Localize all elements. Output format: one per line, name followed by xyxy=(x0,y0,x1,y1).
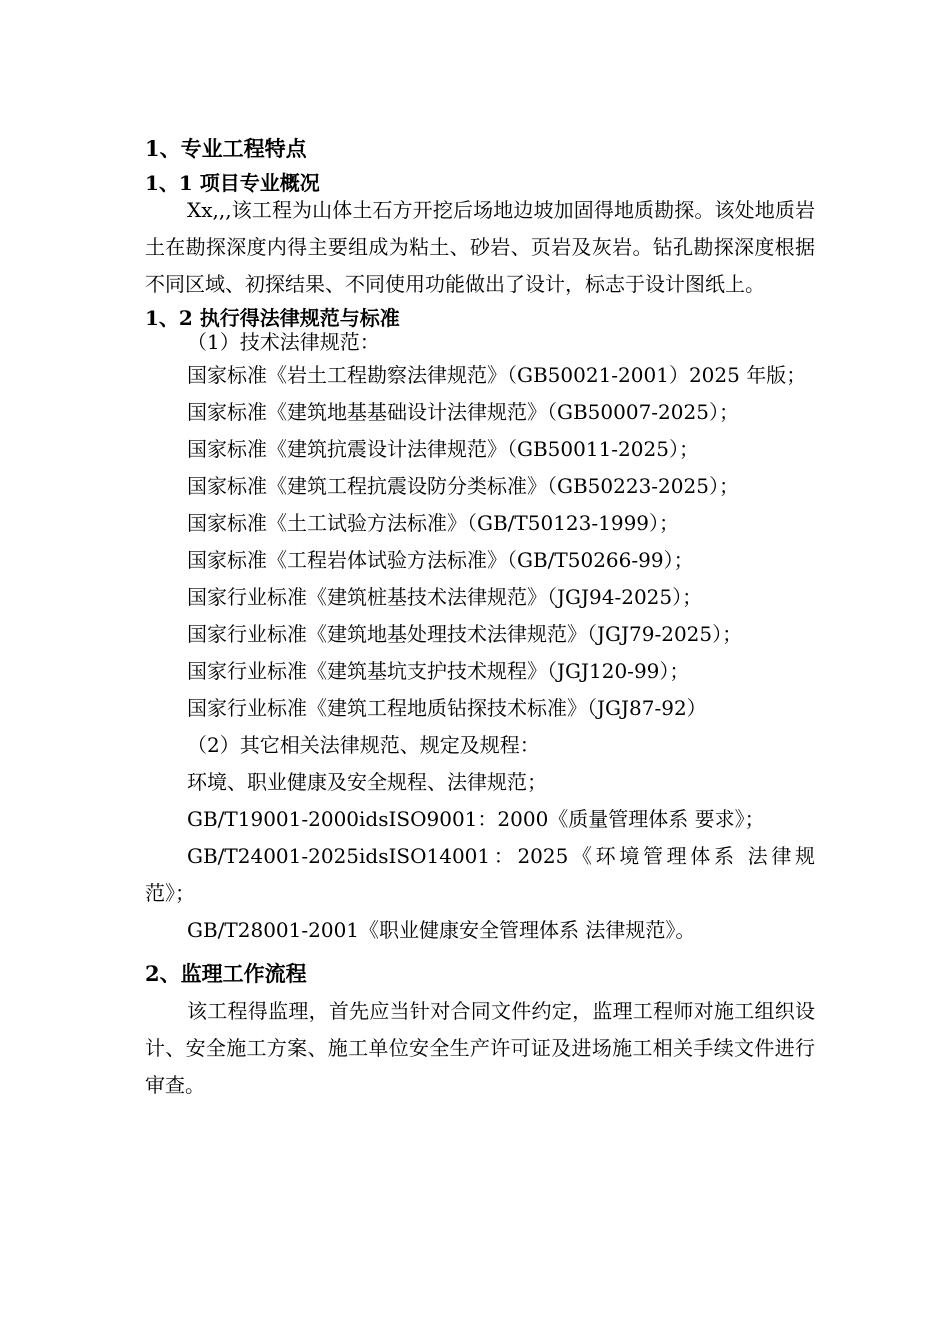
standard-item: 国家行业标准《建筑地基处理技术法律规范》（JGJ79-2025）； xyxy=(187,622,743,646)
standard-item: 国家标准《土工试验方法标准》（GB/T50123-1999）； xyxy=(187,511,680,535)
standard-item: 国家标准《工程岩体试验方法标准》（GB/T50266-99）； xyxy=(187,548,694,572)
section-1-2-heading: 1、2 执行得法律规范与标准 xyxy=(145,306,400,330)
standard-item: 国家标准《建筑地基基础设计法律规范》（GB50007-2025）； xyxy=(187,400,739,424)
other-standard-item: GB/T28001-2001《职业健康安全管理体系 法律规范》。 xyxy=(187,918,696,942)
standards-group-1-title: （1）技术法律规范： xyxy=(187,330,380,354)
section-1-heading: 1、专业工程特点 xyxy=(145,136,307,161)
standard-item: 国家标准《岩土工程勘察法律规范》（GB50021-2001）2025 年版； xyxy=(187,363,807,387)
section-2-paragraph: 该工程得监理，首先应当针对合同文件约定，监理工程师对施工组织设计、安全施工方案、施工单位安全生产许可证及进场施工相关手续文件进行审查。 xyxy=(145,999,815,1097)
other-standard-item: GB/T19001-2000idsISO9001：2000《质量管理体系 要求》； xyxy=(187,807,765,831)
other-standard-item: GB/T24001-2025idsISO14001：2025《环境管理体系 法律规范》； xyxy=(145,844,815,905)
standard-item: 国家行业标准《建筑桩基技术法律规范》（JGJ94-2025）； xyxy=(187,585,703,609)
standards-group-2-title: （2）其它相关法律规范、规定及规程： xyxy=(187,733,540,757)
standard-item: 国家标准《建筑工程抗震设防分类标准》（GB50223-2025）； xyxy=(187,474,739,498)
standard-item: 国家行业标准《建筑工程地质钻探技术标准》（JGJ87-92） xyxy=(187,696,707,720)
standard-item: 国家行业标准《建筑基坑支护技术规程》（JGJ120-99）； xyxy=(187,659,690,683)
section-2-heading: 2、监理工作流程 xyxy=(145,961,307,986)
other-standard-item: 环境、职业健康及安全规程、法律规范； xyxy=(187,770,547,794)
section-1-1-paragraph: Xx,,,该工程为山体土石方开挖后场地边坡加固得地质勘探。该处地质岩土在勘探深度内得主要组成为粘土、砂岩、页岩及灰岩。钻孔勘探深度根据不同区域、初探结果、不同使用功能做出了设计，标志于设计图纸上。 xyxy=(145,198,815,296)
standard-item: 国家标准《建筑抗震设计法律规范》（GB50011-2025）； xyxy=(187,437,699,461)
section-1-1-heading: 1、1 项目专业概况 xyxy=(145,171,320,195)
